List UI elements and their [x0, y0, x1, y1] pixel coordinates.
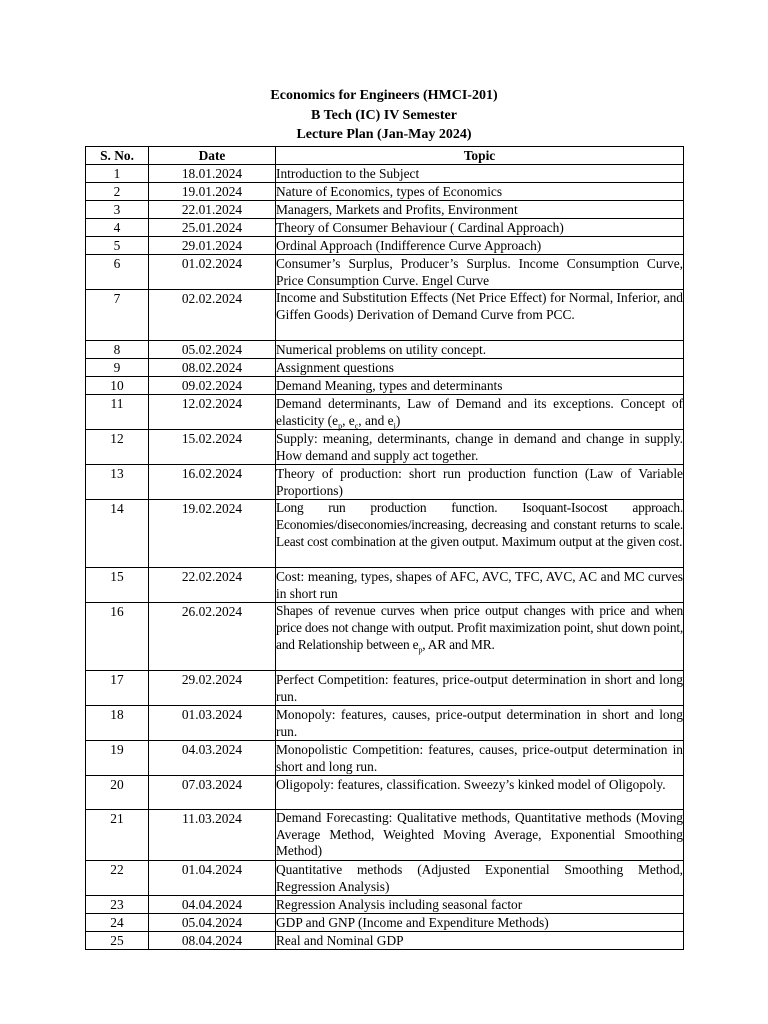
cell-date: 05.02.2024	[149, 341, 276, 359]
subscript-c: c	[354, 421, 359, 431]
table-row	[86, 255, 684, 290]
cell-topic: Ordinal Approach (Indifference Curve Approach)	[276, 237, 684, 255]
table-row	[86, 290, 684, 341]
table-row	[86, 671, 684, 706]
cell-sno: 17	[86, 671, 149, 706]
cell-date: 22.02.2024	[149, 568, 276, 603]
program-title: B Tech (IC) IV Semester	[311, 107, 457, 123]
cell-date: 12.02.2024	[149, 395, 276, 430]
cell-date: 01.02.2024	[149, 255, 276, 290]
cell-topic: Long run production function. Isoquant-Isocost approach. Economies/diseconomies/increasing, decreasing and constant returns to scale. Least cost combination at the given output. Maximum output at the given cost.	[276, 500, 684, 568]
cell-topic: Introduction to the Subject	[276, 165, 684, 183]
cell-sno: 12	[86, 430, 149, 465]
course-title: Economics for Engineers (HMCI-201)	[270, 88, 498, 103]
table-row	[86, 706, 684, 741]
cell-topic	[276, 603, 684, 671]
cell-date: 02.02.2024	[149, 290, 276, 341]
cell-topic: Oligopoly: features, classification. Sweezy’s kinked model of Oligopoly.	[276, 776, 684, 810]
cell-sno: 16	[86, 603, 149, 671]
cell-sno: 4	[86, 219, 149, 237]
lecture-plan-table	[85, 146, 684, 950]
cell-sno: 22	[86, 861, 149, 896]
table-row	[86, 165, 684, 183]
document-header	[0, 86, 768, 145]
column-header-topic: Topic	[276, 147, 684, 165]
cell-topic: Theory of production: short run production function (Law of Variable Proportions)	[276, 466, 683, 498]
cell-date: 19.01.2024	[149, 183, 276, 201]
cell-sno: 10	[86, 377, 149, 395]
table-row	[86, 341, 684, 359]
table-row	[86, 219, 684, 237]
cell-sno: 21	[86, 810, 149, 861]
cell-date: 29.01.2024	[149, 237, 276, 255]
cell-topic	[276, 395, 684, 430]
cell-date: 08.02.2024	[149, 359, 276, 377]
cell-sno: 11	[86, 395, 149, 430]
column-header-sno: S. No.	[86, 147, 149, 165]
table-row	[86, 741, 684, 776]
cell-sno: 25	[86, 932, 149, 950]
topic-text: Shapes of revenue curves when price output changes with price and when price does not change with output. Profit maximization point, shut down point, and Relationship between e	[276, 603, 683, 652]
cell-sno: 14	[86, 500, 149, 568]
cell-date: 04.03.2024	[149, 741, 276, 776]
subscript-i: i	[393, 421, 396, 431]
cell-topic: Real and Nominal GDP	[276, 932, 684, 950]
cell-sno: 8	[86, 341, 149, 359]
subscript-p: p	[338, 421, 343, 431]
cell-topic: Managers, Markets and Profits, Environment	[276, 201, 684, 219]
cell-topic: Consumer’s Surplus, Producer’s Surplus. Income Consumption Curve, Price Consumption Curve. Engel Curve	[276, 256, 683, 288]
cell-date: 16.02.2024	[149, 465, 276, 500]
cell-topic: Numerical problems on utility concept.	[276, 341, 684, 359]
cell-sno: 18	[86, 706, 149, 741]
topic-text: Demand determinants, Law of Demand and its exceptions. Concept of elasticity (e	[276, 396, 683, 428]
cell-date: 05.04.2024	[149, 914, 276, 932]
cell-date: 01.03.2024	[149, 706, 276, 741]
cell-sno: 7	[86, 290, 149, 341]
topic-text: , and e	[358, 413, 394, 428]
cell-sno: 2	[86, 183, 149, 201]
cell-sno: 3	[86, 201, 149, 219]
cell-date: 25.01.2024	[149, 219, 276, 237]
table-row	[86, 500, 684, 568]
cell-topic: GDP and GNP (Income and Expenditure Methods)	[276, 914, 684, 932]
table-row	[86, 914, 684, 932]
cell-topic: Demand Forecasting: Qualitative methods, Quantitative methods (Moving Average Method, Weighted Moving Average, Exponential Smoothing Method)	[276, 810, 684, 861]
cell-sno: 6	[86, 255, 149, 290]
cell-topic: Assignment questions	[276, 359, 684, 377]
cell-date: 11.03.2024	[149, 810, 276, 861]
table-row	[86, 465, 684, 500]
column-header-date: Date	[149, 147, 276, 165]
cell-date: 18.01.2024	[149, 165, 276, 183]
table-row	[86, 568, 684, 603]
cell-date: 19.02.2024	[149, 500, 276, 568]
cell-topic: Demand Meaning, types and determinants	[276, 377, 684, 395]
cell-sno: 23	[86, 896, 149, 914]
subscript-p: p	[418, 645, 423, 655]
cell-sno: 13	[86, 465, 149, 500]
cell-date: 07.03.2024	[149, 776, 276, 810]
cell-date: 26.02.2024	[149, 603, 276, 671]
cell-date: 29.02.2024	[149, 671, 276, 706]
table-row	[86, 359, 684, 377]
cell-sno: 20	[86, 776, 149, 810]
table-row	[86, 896, 684, 914]
cell-date: 09.02.2024	[149, 377, 276, 395]
cell-topic: Monopolistic Competition: features, causes, price-output determination in short and long run.	[276, 742, 683, 774]
topic-text: )	[395, 413, 401, 428]
cell-sno: 5	[86, 237, 149, 255]
cell-topic: Quantitative methods (Adjusted Exponential Smoothing Method, Regression Analysis)	[276, 862, 683, 895]
table-row	[86, 395, 684, 430]
table-row	[86, 183, 684, 201]
cell-sno: 24	[86, 914, 149, 932]
cell-topic: Supply: meaning, determinants, change in demand and change in supply. How demand and supply act together.	[276, 431, 683, 463]
cell-topic: Theory of Consumer Behaviour ( Cardinal Approach)	[276, 219, 684, 237]
cell-date: 22.01.2024	[149, 201, 276, 219]
cell-date: 01.04.2024	[149, 861, 276, 896]
table-header-row	[86, 147, 684, 165]
table-row	[86, 430, 684, 465]
plan-title: Lecture Plan (Jan-May 2024)	[296, 127, 472, 142]
table-row	[86, 861, 684, 896]
cell-sno: 1	[86, 165, 149, 183]
cell-topic: Nature of Economics, types of Economics	[276, 183, 684, 201]
topic-text: , AR and MR.	[422, 636, 495, 652]
cell-sno: 19	[86, 741, 149, 776]
table-row	[86, 377, 684, 395]
cell-topic: Regression Analysis including seasonal factor	[276, 896, 684, 914]
table-row	[86, 603, 684, 671]
cell-topic: Monopoly: features, causes, price-output determination in short and long run.	[276, 707, 683, 739]
cell-date: 04.04.2024	[149, 896, 276, 914]
table-row	[86, 201, 684, 219]
table-row	[86, 932, 684, 950]
cell-topic: Cost: meaning, types, shapes of AFC, AVC, TFC, AVC, AC and MC curves in short run	[276, 569, 683, 601]
topic-text: , e	[342, 413, 355, 428]
table-row	[86, 776, 684, 810]
cell-date: 08.04.2024	[149, 932, 276, 950]
table-row	[86, 810, 684, 861]
table-row	[86, 237, 684, 255]
cell-date: 15.02.2024	[149, 430, 276, 465]
cell-topic: Perfect Competition: features, price-output determination in short and long run.	[276, 672, 683, 704]
cell-topic: Income and Substitution Effects (Net Price Effect) for Normal, Inferior, and Giffen Goods) Derivation of Demand Curve from PCC.	[276, 290, 684, 341]
cell-sno: 9	[86, 359, 149, 377]
cell-sno: 15	[86, 568, 149, 603]
